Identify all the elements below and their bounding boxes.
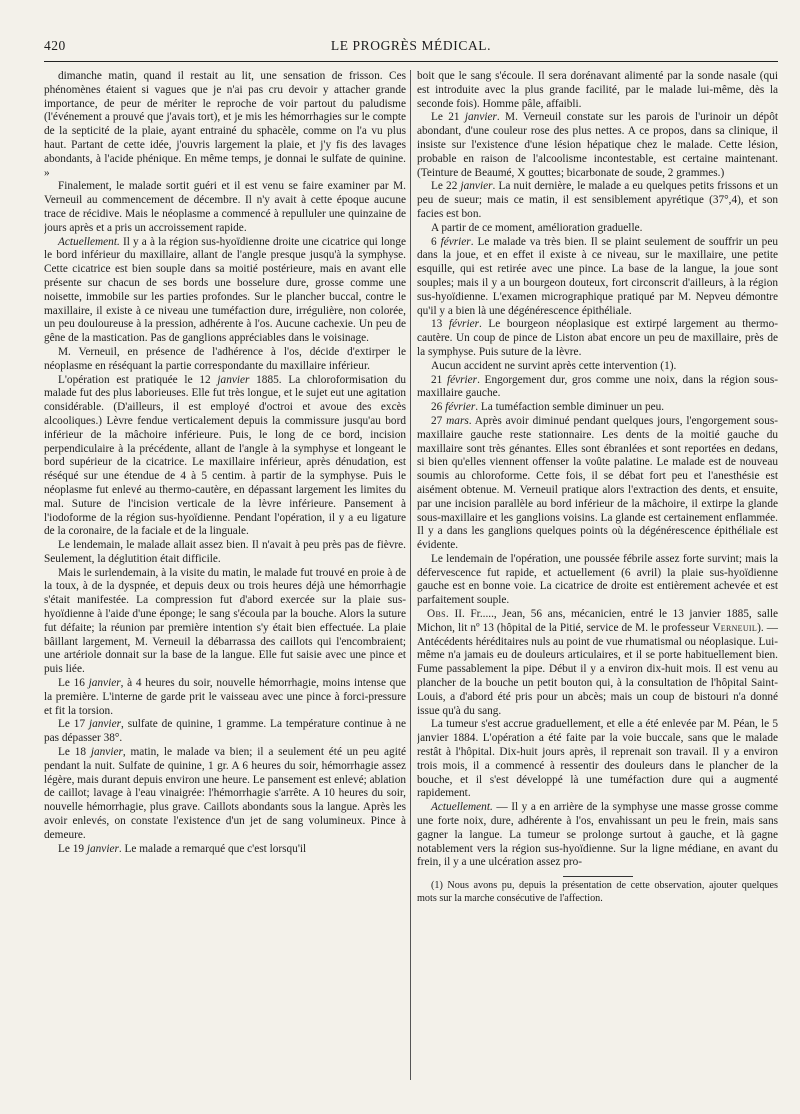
observation-label: Obs. xyxy=(427,608,449,621)
paragraph xyxy=(417,70,778,111)
paragraph xyxy=(417,111,778,180)
paragraph xyxy=(44,718,406,746)
paragraph xyxy=(417,318,778,359)
paragraph-text: , à 4 heures du soir, nouvelle hémorrhagie, moins intense que la première. L'interne de garde prit le vaisseau avec une pince à forci-pressure et fit la torsion. xyxy=(44,677,406,717)
left-column xyxy=(44,70,406,1100)
paragraph-text: 27 xyxy=(431,414,447,427)
paragraph-text: dimanche matin, quand il restait au lit, une sensation de frisson. Ces phénomènes étaient si vagues que je n'ai pas cru devoir y attacher grande importance, de peur de mériter le reproche de voir partout du paludisme (l'événement a prouvé que j'avais tort), et je mis les hémorrhagies sur le compte de la septicité de la plaie, ayant entrainé du sphacèle, comme on l'a vu plus haut. Partant de cette idée, j'ouvris largement la plaie, et j'y fis des lavages abondants, à l'acide phénique. En même temps, je donnai le sulfate de quinine. » xyxy=(44,70,406,179)
paragraph-text: — Il y a en arrière de la symphyse une masse grosse comme une forte noix, dure, adhérente à l'os, envahissant un peu le frein, mais sans gagner la langue. La tumeur se prolonge surtout à gauche, et là gagne notablement vers la région sus-hyoïdienne. Sur la ligne médiane, en avant du frein, il y a une ulcération assez pro- xyxy=(417,801,778,869)
paragraph-text: 1885. La chloroformisation du malade fut des plus laborieuses. Elle fut très longue, et le sujet eut une agitation considérable. (D'ailleurs, il est employé d'octroi et avoue des excès alcooliques.) Lèvre fendue verticalement depuis la commissure jusqu'au bord inférieur de la mâchoire inférieure. Puis, le long de ce bord, incision perpendiculaire à la précédente, allant de l'angle à la symphyse et longeant le bord supérieur de la cicatrice. Le maxillaire inférieur, après dénudation, est réséqué sur une étendue de 4 à 5 centim. à partir de la symphyse. Puis le néoplasme fut enlevé au thermo-cautère, en dépassant largement les limites du mal. Suture de l'incision verticale de la lèvre inférieure. Pansement à l'iodoforme de la région sus-hyoïdienne. Pendant l'opération, il y a eu ligature de la coronaire, de la faciale et de la linguale. xyxy=(44,373,406,538)
paragraph xyxy=(44,70,406,180)
paragraph-text: Le 18 xyxy=(58,746,91,759)
paragraph xyxy=(417,718,778,801)
paragraph xyxy=(417,180,778,221)
paragraph-text: L'opération est pratiquée le 12 xyxy=(58,373,218,386)
paragraph xyxy=(44,539,406,567)
paragraph-text: 6 xyxy=(431,235,441,248)
italic-text: janvier xyxy=(464,111,497,124)
italic-text: Actuellement. xyxy=(58,235,120,248)
paragraph xyxy=(417,415,778,553)
footnote-rule xyxy=(563,876,633,877)
italic-text: février xyxy=(445,401,476,414)
paragraph-text: Le 19 xyxy=(58,842,87,855)
author-name: Verneuil xyxy=(712,621,758,634)
paragraph-text: Aucun accident ne survint après cette intervention (1). xyxy=(431,359,677,372)
paragraph-text: 13 xyxy=(431,318,449,331)
paragraph-text: Le 16 xyxy=(58,677,89,690)
paragraph xyxy=(417,553,778,608)
paragraph xyxy=(417,401,778,415)
paragraph-text: Le 21 xyxy=(431,111,465,124)
paragraph-text: , sulfate de quinine, 1 gramme. La température continue à ne pas dépasser 38°. xyxy=(44,718,406,745)
paragraph-text: 21 xyxy=(431,373,447,386)
paragraph xyxy=(417,374,778,402)
paragraph-text: . Le malade va très bien. Il se plaint seulement de souffrir un peu dans la joue, et en effet il existe à ce niveau, sur le maxillaire, une petite esquille, qui est retirée avec une pince. La base de la langue, la joue sont souples; mais il y a un bourgeon douteux, fort circonscrit d'ailleurs, à la région sus-hyoïdienne. L'examen micrographique pratiqué par M. Nepveu démontre qu'il y a bien là une dégénérescence épithéliale. xyxy=(417,235,778,317)
paragraph xyxy=(44,374,406,540)
italic-text: février xyxy=(448,318,479,331)
italic-text: janvier xyxy=(217,373,250,386)
right-column-body xyxy=(417,70,778,870)
paragraph xyxy=(44,180,406,235)
paragraph-text: ). — Antécédents héréditaires nuls au point de vue rhumatismal ou néoplasique. Lui-même n'a jamais eu de douleurs articulaires, et il se porte habituellement bien. Fume passablement la pipe. Début il y a environ dix-huit mois. Il est venu au plancher de la bouche un petit bouton qui, à la consultation de l'hôpital Saint-Louis, a d'abord été pris pour un abcès; mais un coup de bistouri n'a donné issue qu'à du sang. xyxy=(417,621,778,717)
paragraph xyxy=(417,608,778,718)
italic-text: janvier xyxy=(90,746,123,759)
italic-text: février xyxy=(440,235,471,248)
paragraph-text: Le lendemain de l'opération, une poussée fébrile assez forte survint; mais la défervescence fut rapide, et actuellement (6 avril) la plaie sus-hyoïdienne gauche est en bonne voie. La cicatrice de droite est entièrement achevée et est parfaitement souple. xyxy=(417,552,778,607)
paragraph xyxy=(417,360,778,374)
column-divider xyxy=(410,70,411,1080)
paragraph xyxy=(44,236,406,346)
paragraph xyxy=(417,801,778,870)
paragraph-text: , matin, le malade va bien; il a seulement été un peu agité pendant la nuit. Sulfate de quinine, 1 gr. A 6 heures du soir, hémorrhagie assez légère, mais durant depuis environ une heure. Le pansement est enlevé; ablation de caillot; lavage à l'eau vinaigrée: l'hémorrhagie s'arrête. A 10 heures du soir, nouvelle hémorrhagie, plus grave. Caillots abondants sous la langue. Après les avoir enlevés, on constate l'existence d'un jet de sang volumineux. Pince à demeure. xyxy=(44,746,406,841)
paragraph xyxy=(44,567,406,677)
paragraph-text: . Le bourgeon néoplasique est extirpé largement au thermo-cautère. Un coup de pince de Liston abat encore un peu de maxillaire, près de la symphyse. Puis suture de la lèvre. xyxy=(417,318,778,358)
paragraph-text: Le 22 xyxy=(431,180,461,193)
paragraph xyxy=(417,222,778,236)
italic-text: janvier xyxy=(88,677,121,690)
paragraph-text: . Engorgement dur, gros comme une noix, dans la région sous-maxillaire gauche. xyxy=(417,373,778,400)
paragraph-text: . La nuit dernière, le malade a eu quelques petits frissons et un peu de sueur; mais ce matin, il est sensiblement apyrétique (37°,4), et son facies est bon. xyxy=(417,180,778,220)
italic-text: février xyxy=(446,373,478,386)
paragraph xyxy=(44,677,406,718)
italic-text: janvier xyxy=(86,842,119,855)
paragraph-text: A partir de ce moment, amélioration graduelle. xyxy=(431,221,643,234)
paragraph xyxy=(417,236,778,319)
paragraph-text: Mais le surlendemain, à la visite du matin, le malade fut trouvé en proie à de la toux, à de la dyspnée, et depuis deux ou trois heures déjà une hémorrhagie s'était manifestée. La compression fut d'abord exercée sur la plaie sus-hyoïdienne à l'aide d'une éponge; le sang s'écoula par la bouche. Alors la suture fut défaite; la réunion par première intention s'y était bien effectuée. La plaie bâillant largement, M. Verneuil la débarrassa des caillots qui l'encombraient; une artériole donnait sur la base de la langue. Elle fut saisie avec une pince et puis liée. xyxy=(44,566,406,676)
paragraph-text: Le lendemain, le malade allait assez bien. Il n'avait à peu près pas de fièvre. Seulement, la déglutition était difficile. xyxy=(44,539,406,565)
page-number: 420 xyxy=(44,38,66,53)
journal-title: LE PROGRÈS MÉDICAL. xyxy=(330,38,492,53)
paragraph-text: boit que le sang s'écoule. Il sera dorénavant alimenté par la sonde nasale (qui est introduite avec la plus grande facilité, par le malade lui-même, dès la seconde fois). Homme pâle, affaibli. xyxy=(417,70,778,110)
paragraph-text: . Après avoir diminué pendant quelques jours, l'engorgement sous-maxillaire gauche reste stationnaire. Les dents de la moitié gauche du maxillaire sont très génantes. Elles sont ébranlées et sont reportées en dedans, si bien qu'elles viennent offenser la voûte palatine. Le malade est de nouveau soumis au chloroforme. Cette fois, il se débat fort peu et l'anesthésie est aisément obtenue. M. Verneuil pratique alors l'extraction des dents, et ensuite, par une incision parallèle au bord inférieur de la mâchoire, il extirpe la glande sous-maxillaire et les ganglions voisins. La glande est certainement enflammée. Il y a dans les ganglions quelques points où la dégénérescence épithéliale est évidente. xyxy=(417,414,778,552)
italic-text: janvier xyxy=(88,718,121,731)
paragraph xyxy=(44,746,406,843)
paragraph-text: . La tuméfaction semble diminuer un peu. xyxy=(475,401,665,414)
paragraph xyxy=(44,843,406,857)
italic-text: Actuellement. xyxy=(431,801,493,814)
paragraph-text: Le 17 xyxy=(58,718,89,731)
paragraph-text: La tumeur s'est accrue graduellement, et elle a été enlevée par M. Péan, le 5 janvier 1884. L'opération a été faite par la voie buccale, sans que le malade restât à l'hôpital. Dix-huit jours après, il reprenait son travail. Il y a environ trois mois, il a commencé à ressentir des douleurs dans le plancher de la bouche, et il s'est développé là une tuméfaction dure qui a augmenté rapidement. xyxy=(417,718,778,800)
italic-text: janvier xyxy=(460,180,493,193)
paragraph-text: M. Verneuil, en présence de l'adhérence à l'os, décide d'extirper le néoplasme en réséquant la partie correspondante du maxillaire inférieur. xyxy=(44,345,406,372)
paragraph-text: Finalement, le malade sortit guéri et il est venu se faire examiner par M. Verneuil au commencement de décembre. Il n'y avait à cette époque aucune trace de récidive. Mais le néoplasme a commencé à repulluler une quinzaine de jours après et a pris un accroissement rapide. xyxy=(44,180,406,234)
right-column xyxy=(417,70,778,1100)
paragraph-text: II. Fr....., Jean, 56 ans, mécanicien, entré le 13 janvier 1885, salle Michon, lit nº 13 (hôpital de la Pitié, service de M. le professeur xyxy=(417,608,778,634)
paragraph-text: 26 xyxy=(431,401,446,414)
paragraph xyxy=(44,346,406,374)
paragraph-text: Il y a à la région sus-hyoïdienne droite une cicatrice qui longe le bord inférieur du maxillaire, allant de l'angle presque jusqu'à la symphyse. Cette cicatrice est bien souple dans sa moitié postérieure, mais en avant elle présente sur chacun de ses bords une bosselure dure, grosse comme une noisette, immobile sur les parties profondes. Sur le plancher buccal, contre le maxillaire, il existe à ce niveau une tuméfaction dure, irrégulière, non colorée, un peu douloureuse à la pression, adhérente à l'os. Aucune cachexie. Un peu de gêne de la mastication. Pas de ganglions appréciables dans le voisinage. xyxy=(44,235,406,345)
paragraph-text: . M. Verneuil constate sur les parois de l'urinoir un dépôt abondant, d'une couleur rose des plus nettes. A ce propos, dans sa clinique, il insiste sur l'existence d'une lésion hépatique chez le malade. Cette lésion, probable en raison de l'alcoolisme incontestable, est certaine maintenant. (Teinture de Beaumé, X gouttes; bicarbonate de soude, 2 grammes.) xyxy=(417,111,778,179)
footnote: (1) Nous avons pu, depuis la présentation de cette observation, ajouter quelques mots sur la marche consécutive de l'affection. xyxy=(417,880,778,904)
running-header xyxy=(44,36,778,58)
italic-text: mars xyxy=(446,414,469,427)
header-rule xyxy=(44,61,778,62)
paragraph-text: . Le malade a remarqué que c'est lorsqu'il xyxy=(118,842,307,855)
